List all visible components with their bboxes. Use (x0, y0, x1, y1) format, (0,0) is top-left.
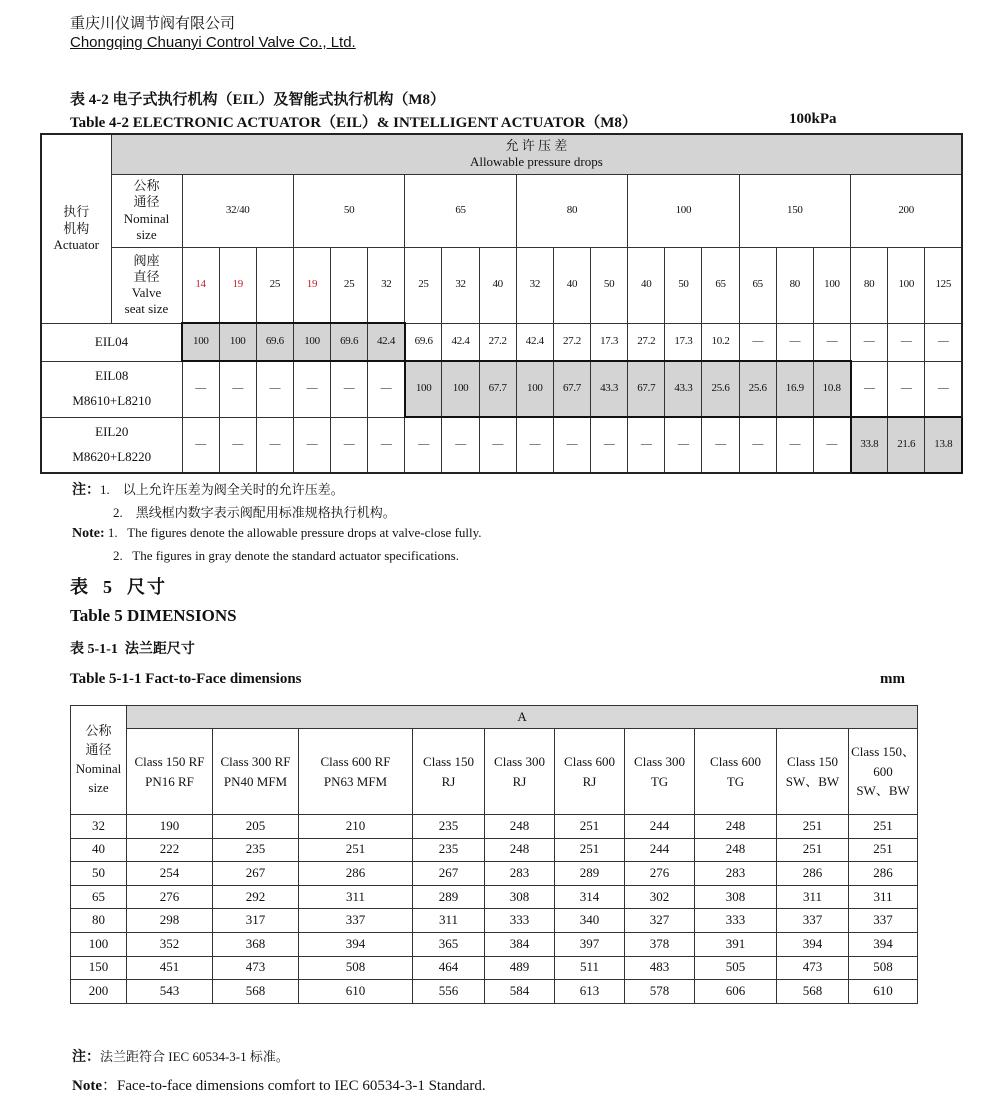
seat-size-cell: 40 (628, 247, 665, 323)
table-row (71, 909, 918, 933)
dimension-value-cell: 205 (213, 815, 299, 839)
actuator-name-cell (41, 361, 182, 417)
pressure-value-cell: — (479, 417, 516, 473)
column-header-line: Class 150、 (851, 744, 915, 760)
pressure-value-cell: — (256, 361, 293, 417)
table-row (71, 932, 918, 956)
seat-size-cell: 100 (813, 247, 850, 323)
dimension-value-cell: 489 (485, 956, 555, 980)
nominal-size-cell: 80 (516, 174, 627, 247)
nominal-label-cell-line: size (136, 226, 157, 242)
dimension-value-cell: 286 (299, 862, 413, 886)
dimension-value-cell: 340 (555, 909, 625, 933)
dimension-value-cell: 248 (485, 838, 555, 862)
dimension-value-cell: 606 (695, 980, 777, 1004)
dimension-value-cell: 251 (849, 838, 918, 862)
seat-label-cell-line: seat size (124, 301, 169, 317)
column-header-line: Class 150 (423, 754, 474, 769)
dimension-value-cell: 251 (555, 838, 625, 862)
pressure-value-cell: — (405, 417, 442, 473)
actuator-name: EIL04 (94, 333, 129, 349)
table-5-1-1-title-en: Table 5-1-1 Fact-to-Face dimensions (70, 671, 302, 687)
pressure-value-cell: — (219, 417, 256, 473)
nominal-label-cell (71, 706, 127, 815)
dimension-value-cell: 464 (413, 956, 485, 980)
pressure-value-cell: — (553, 417, 590, 473)
nominal-size-cell: 50 (293, 174, 404, 247)
pressure-value-cell: — (182, 417, 219, 473)
dimension-value-cell: 568 (777, 980, 849, 1004)
seat-label-cell-line: 阀座 (133, 252, 160, 268)
column-header-cell (777, 729, 849, 815)
dimension-value-cell: 511 (555, 956, 625, 980)
pressure-value-cell: — (702, 417, 739, 473)
column-header-line: Class 150 RF (134, 754, 205, 769)
column-header-cell (485, 729, 555, 815)
dimension-value-cell: 384 (485, 932, 555, 956)
pressure-value-cell: 25.6 (739, 361, 776, 417)
column-header-line: TG (726, 773, 745, 789)
dimension-value-cell: 613 (555, 980, 625, 1004)
seat-label-cell-line: Valve (131, 285, 162, 300)
nominal-size-cell: 65 (405, 174, 516, 247)
dimension-value-cell: 337 (849, 909, 918, 933)
column-header-line: SW、BW (856, 783, 910, 799)
nominal-label-cell-line: 通径 (133, 194, 160, 210)
actuator-row (41, 361, 962, 417)
pressure-value-cell: — (182, 361, 219, 417)
dimension-value-cell: 298 (127, 909, 213, 933)
nominal-size-cell: 32/40 (182, 174, 293, 247)
note-511-en-label: Note (72, 1078, 102, 1094)
dimension-value-cell: 283 (695, 862, 777, 886)
column-header-cell (213, 729, 299, 815)
column-header-line: 600 (873, 763, 893, 779)
column-header-line: TG (650, 773, 669, 789)
table-5-1-1-title-cn: 表 5-1-1 法兰距尺寸 (70, 642, 195, 657)
seat-size-cell: 25 (256, 247, 293, 323)
table-row (71, 862, 918, 886)
dimension-value-cell: 222 (127, 838, 213, 862)
nominal-label-cell (111, 174, 182, 247)
pressure-value-cell: — (219, 361, 256, 417)
dimension-value-cell: 248 (485, 815, 555, 839)
table42-seat-row (41, 247, 962, 323)
dimension-value-cell: 292 (213, 885, 299, 909)
seat-size-cell: 80 (851, 247, 888, 323)
pressure-value-cell: — (368, 417, 405, 473)
note-511-cn (72, 1046, 289, 1066)
dimension-value-cell: 248 (695, 838, 777, 862)
pressure-value-cell: 69.6 (256, 323, 293, 361)
column-header-cell (555, 729, 625, 815)
column-header-line: PN63 MFM (323, 773, 388, 789)
nominal-label-line: size (88, 779, 109, 795)
actuator-name: EIL08 (95, 368, 129, 384)
pressure-value-cell: 100 (405, 361, 442, 417)
dimension-value-cell: 543 (127, 980, 213, 1004)
pressure-value-cell: 17.3 (591, 323, 628, 361)
seat-size-cell: 32 (442, 247, 479, 323)
pressure-value-cell: — (739, 323, 776, 361)
dimension-value-cell: 505 (695, 956, 777, 980)
nominal-label-line: 公称 (85, 723, 112, 739)
note-en-label: Note: (72, 526, 105, 541)
actuator-pressure-table (40, 133, 963, 474)
dimension-value-cell: 394 (849, 932, 918, 956)
dimension-value-cell: 337 (299, 909, 413, 933)
pressure-value-cell: — (442, 417, 479, 473)
dimension-value-cell: 311 (849, 885, 918, 909)
column-header-cell (127, 729, 213, 815)
actuator-name: M8620+L8220 (72, 448, 152, 464)
dimension-value-cell: 286 (849, 862, 918, 886)
pressure-value-cell: — (739, 417, 776, 473)
nominal-size-cell: 65 (71, 885, 127, 909)
pressure-value-cell: 42.4 (442, 323, 479, 361)
note-511-cn-text: 法兰距符合 IEC 60534-3-1 标准。 (100, 1049, 289, 1064)
table-4-2-title-en: Table 4-2 ELECTRONIC ACTUATOR（EIL）& INTELLIGENT ACTUATOR（M8） (70, 115, 637, 131)
pressure-value-cell: 43.3 (591, 361, 628, 417)
note-en-1 (72, 525, 482, 542)
seat-size-cell: 65 (739, 247, 776, 323)
pressure-value-cell: 42.4 (368, 323, 405, 361)
nominal-size-cell: 150 (71, 956, 127, 980)
column-header-line: Class 300 RF (220, 754, 291, 769)
nominal-size-cell: 100 (628, 174, 739, 247)
note-cn-2: 2. 黑线框内数字表示阀配用标准规格执行机构。 (113, 505, 396, 520)
dimension-value-cell: 473 (777, 956, 849, 980)
seat-size-cell: 125 (925, 247, 962, 323)
column-header-cell (849, 729, 918, 815)
nominal-size-cell: 80 (71, 909, 127, 933)
actuator-name: EIL20 (95, 424, 129, 440)
table511-header-row-1 (71, 706, 918, 729)
dimension-value-cell: 333 (695, 909, 777, 933)
dimension-value-cell: 251 (777, 838, 849, 862)
nominal-size-cell: 40 (71, 838, 127, 862)
dimension-value-cell: 254 (127, 862, 213, 886)
pressure-value-cell: 27.2 (553, 323, 590, 361)
dimension-value-cell: 251 (299, 838, 413, 862)
seat-size-cell: 50 (591, 247, 628, 323)
pressure-value-cell: — (331, 361, 368, 417)
nominal-size-cell: 200 (851, 174, 963, 247)
pressure-value-cell: — (813, 323, 850, 361)
pressure-value-cell: — (851, 361, 888, 417)
seat-label-cell (111, 247, 182, 323)
dimension-value-cell: 352 (127, 932, 213, 956)
pressure-value-cell: 27.2 (628, 323, 665, 361)
dimension-value-cell: 327 (625, 909, 695, 933)
pressure-value-cell: — (776, 323, 813, 361)
dimension-value-cell: 578 (625, 980, 695, 1004)
seat-size-cell: 19 (293, 247, 330, 323)
seat-size-cell: 40 (553, 247, 590, 323)
pressure-value-cell: 69.6 (331, 323, 368, 361)
actuator-label-cell (41, 134, 111, 323)
note-cn-label: 注： (72, 483, 100, 498)
pressure-value-cell: — (925, 361, 962, 417)
note-en-1-text: 1. The figures denote the allowable pressure drops at valve-close fully. (104, 525, 482, 540)
dimension-value-cell: 276 (625, 862, 695, 886)
dimension-value-cell: 584 (485, 980, 555, 1004)
note-511-en-text: ：Face-to-face dimensions comfort to IEC 60534-3-1 Standard. (102, 1078, 486, 1094)
pressure-value-cell: — (851, 323, 888, 361)
pressure-value-cell: 33.8 (851, 417, 888, 473)
dimension-value-cell: 333 (485, 909, 555, 933)
table-row (71, 980, 918, 1004)
dimension-value-cell: 251 (849, 815, 918, 839)
dimension-value-cell: 235 (413, 815, 485, 839)
note-cn-1 (72, 479, 344, 499)
pressure-value-cell: 13.8 (925, 417, 962, 473)
company-name-en: Chongqing Chuanyi Control Valve Co., Ltd. (70, 34, 356, 51)
column-header-cell (413, 729, 485, 815)
table-row (71, 885, 918, 909)
dimension-value-cell: 451 (127, 956, 213, 980)
nominal-label-cell-line: 公称 (133, 178, 160, 193)
dimension-value-cell: 267 (213, 862, 299, 886)
dimension-value-cell: 610 (849, 980, 918, 1004)
pressure-value-cell: 16.9 (776, 361, 813, 417)
actuator-label-cell-line: Actuator (53, 236, 99, 252)
seat-size-cell: 32 (516, 247, 553, 323)
table-row (71, 956, 918, 980)
pressure-value-cell: — (368, 361, 405, 417)
seat-size-cell: 19 (219, 247, 256, 323)
pressure-value-cell: 100 (219, 323, 256, 361)
dimension-value-cell: 391 (695, 932, 777, 956)
pressure-value-cell: 10.8 (813, 361, 850, 417)
nominal-size-cell: 200 (71, 980, 127, 1004)
face-to-face-table (70, 705, 918, 1004)
column-header-line: PN16 RF (145, 773, 194, 789)
dimension-value-cell: 235 (213, 838, 299, 862)
pressure-value-cell: 100 (293, 323, 330, 361)
group-a-header: A (127, 706, 918, 729)
dimension-value-cell: 568 (213, 980, 299, 1004)
pressure-value-cell: — (888, 361, 925, 417)
dimension-value-cell: 378 (625, 932, 695, 956)
nominal-size-cell: 32 (71, 815, 127, 839)
column-header-line: RJ (582, 773, 597, 789)
seat-size-cell: 40 (479, 247, 516, 323)
pressure-value-cell: — (628, 417, 665, 473)
dimension-value-cell: 508 (849, 956, 918, 980)
table511-header-row-2 (71, 729, 918, 815)
table-row (71, 838, 918, 862)
dimension-value-cell: 276 (127, 885, 213, 909)
dimension-value-cell: 289 (413, 885, 485, 909)
dimension-value-cell: 235 (413, 838, 485, 862)
dimension-value-cell: 610 (299, 980, 413, 1004)
dimension-value-cell: 308 (695, 885, 777, 909)
allowable-en: Allowable pressure drops (469, 154, 603, 170)
dimension-value-cell: 337 (777, 909, 849, 933)
table-5-1-1-unit: mm (880, 671, 905, 687)
table-row (71, 815, 918, 839)
pressure-value-cell: 67.7 (628, 361, 665, 417)
table-4-2-unit: 100kPa (789, 111, 837, 127)
pressure-value-cell: 27.2 (479, 323, 516, 361)
pressure-value-cell: — (293, 417, 330, 473)
pressure-value-cell: — (293, 361, 330, 417)
company-name-cn: 重庆川仪调节阀有限公司 (70, 16, 236, 32)
dimension-value-cell: 317 (213, 909, 299, 933)
column-header-cell (299, 729, 413, 815)
column-header-line: PN40 MFM (223, 773, 288, 789)
actuator-name-cell (41, 417, 182, 473)
dimension-value-cell: 483 (625, 956, 695, 980)
dimension-value-cell: 267 (413, 862, 485, 886)
pressure-value-cell: 21.6 (888, 417, 925, 473)
column-header-line: SW、BW (785, 773, 840, 789)
table-5-title-en: Table 5 DIMENSIONS (70, 606, 237, 625)
dimension-value-cell: 302 (625, 885, 695, 909)
seat-label-cell-line: 直径 (133, 268, 160, 284)
seat-size-cell: 25 (405, 247, 442, 323)
dimension-value-cell: 473 (213, 956, 299, 980)
column-header-line: Class 600 (710, 754, 761, 769)
table42-nominal-row (41, 174, 962, 247)
pressure-value-cell: — (888, 323, 925, 361)
dimension-value-cell: 210 (299, 815, 413, 839)
dimension-value-cell: 394 (299, 932, 413, 956)
allowable-cn: 允 许 压 差 (505, 138, 568, 153)
dimension-value-cell: 251 (777, 815, 849, 839)
pressure-value-cell: — (665, 417, 702, 473)
pressure-value-cell: — (331, 417, 368, 473)
dimension-value-cell: 248 (695, 815, 777, 839)
actuator-name: M8610+L8210 (72, 393, 152, 408)
dimension-value-cell: 190 (127, 815, 213, 839)
nominal-size-cell: 50 (71, 862, 127, 886)
column-header-line: Class 600 (564, 754, 615, 769)
dimension-value-cell: 508 (299, 956, 413, 980)
pressure-value-cell: 69.6 (405, 323, 442, 361)
seat-size-cell: 25 (331, 247, 368, 323)
seat-size-cell: 80 (776, 247, 813, 323)
nominal-label-line: 通径 (85, 742, 112, 758)
pressure-value-cell: 100 (442, 361, 479, 417)
nominal-size-cell: 150 (739, 174, 850, 247)
note-511-cn-label: 注： (72, 1050, 100, 1065)
pressure-value-cell: 100 (182, 323, 219, 361)
pressure-value-cell: — (256, 417, 293, 473)
seat-size-cell: 100 (888, 247, 925, 323)
column-header-line: Class 300 (494, 754, 545, 769)
dimension-value-cell: 311 (299, 885, 413, 909)
actuator-name-cell (41, 323, 182, 361)
nominal-label-cell-line: Nominal (123, 210, 170, 226)
allowable-header-cell (111, 134, 962, 174)
nominal-size-cell: 100 (71, 932, 127, 956)
pressure-value-cell: — (925, 323, 962, 361)
pressure-value-cell: 67.7 (479, 361, 516, 417)
dimension-value-cell: 283 (485, 862, 555, 886)
dimension-value-cell: 397 (555, 932, 625, 956)
note-en-2: 2. The figures in gray denote the standard actuator specifications. (113, 548, 459, 563)
column-header-line: RJ (512, 773, 527, 789)
dimension-value-cell: 311 (777, 885, 849, 909)
column-header-line: Class 300 (634, 754, 685, 769)
dimension-value-cell: 244 (625, 815, 695, 839)
actuator-label-cell-line: 机构 (63, 220, 90, 236)
column-header-line: RJ (441, 773, 456, 789)
pressure-value-cell: 25.6 (702, 361, 739, 417)
column-header-line: Class 150 (787, 754, 838, 769)
pressure-value-cell: — (813, 417, 850, 473)
actuator-row (41, 323, 962, 361)
pressure-value-cell: 10.2 (702, 323, 739, 361)
seat-size-cell: 50 (665, 247, 702, 323)
seat-size-cell: 14 (182, 247, 219, 323)
note-cn-1-text: 1. 以上允许压差为阀全关时的允许压差。 (100, 482, 344, 497)
dimension-value-cell: 368 (213, 932, 299, 956)
dimension-value-cell: 251 (555, 815, 625, 839)
seat-size-cell: 32 (368, 247, 405, 323)
pressure-value-cell: 67.7 (553, 361, 590, 417)
dimension-value-cell: 365 (413, 932, 485, 956)
dimension-value-cell: 308 (485, 885, 555, 909)
pressure-value-cell: — (516, 417, 553, 473)
pressure-value-cell: — (591, 417, 628, 473)
dimension-value-cell: 394 (777, 932, 849, 956)
table-4-2-title-cn: 表 4-2 电子式执行机构（EIL）及智能式执行机构（M8） (70, 92, 446, 108)
pressure-value-cell: 43.3 (665, 361, 702, 417)
column-header-line: Class 600 RF (320, 754, 391, 769)
dimension-value-cell: 286 (777, 862, 849, 886)
dimension-value-cell: 289 (555, 862, 625, 886)
dimension-value-cell: 244 (625, 838, 695, 862)
seat-size-cell: 65 (702, 247, 739, 323)
column-header-cell (625, 729, 695, 815)
dimension-value-cell: 314 (555, 885, 625, 909)
pressure-value-cell: 100 (516, 361, 553, 417)
pressure-value-cell: — (776, 417, 813, 473)
pressure-value-cell: 17.3 (665, 323, 702, 361)
actuator-row (41, 417, 962, 473)
table42-header-row-1 (41, 134, 962, 174)
nominal-label-line: Nominal (75, 761, 122, 776)
actuator-label-cell-line: 执行 (63, 204, 90, 220)
dimension-value-cell: 556 (413, 980, 485, 1004)
pressure-value-cell: 42.4 (516, 323, 553, 361)
note-511-en (72, 1074, 486, 1095)
dimension-value-cell: 311 (413, 909, 485, 933)
table-5-title-cn: 表 5 尺寸 (70, 577, 167, 597)
column-header-cell (695, 729, 777, 815)
